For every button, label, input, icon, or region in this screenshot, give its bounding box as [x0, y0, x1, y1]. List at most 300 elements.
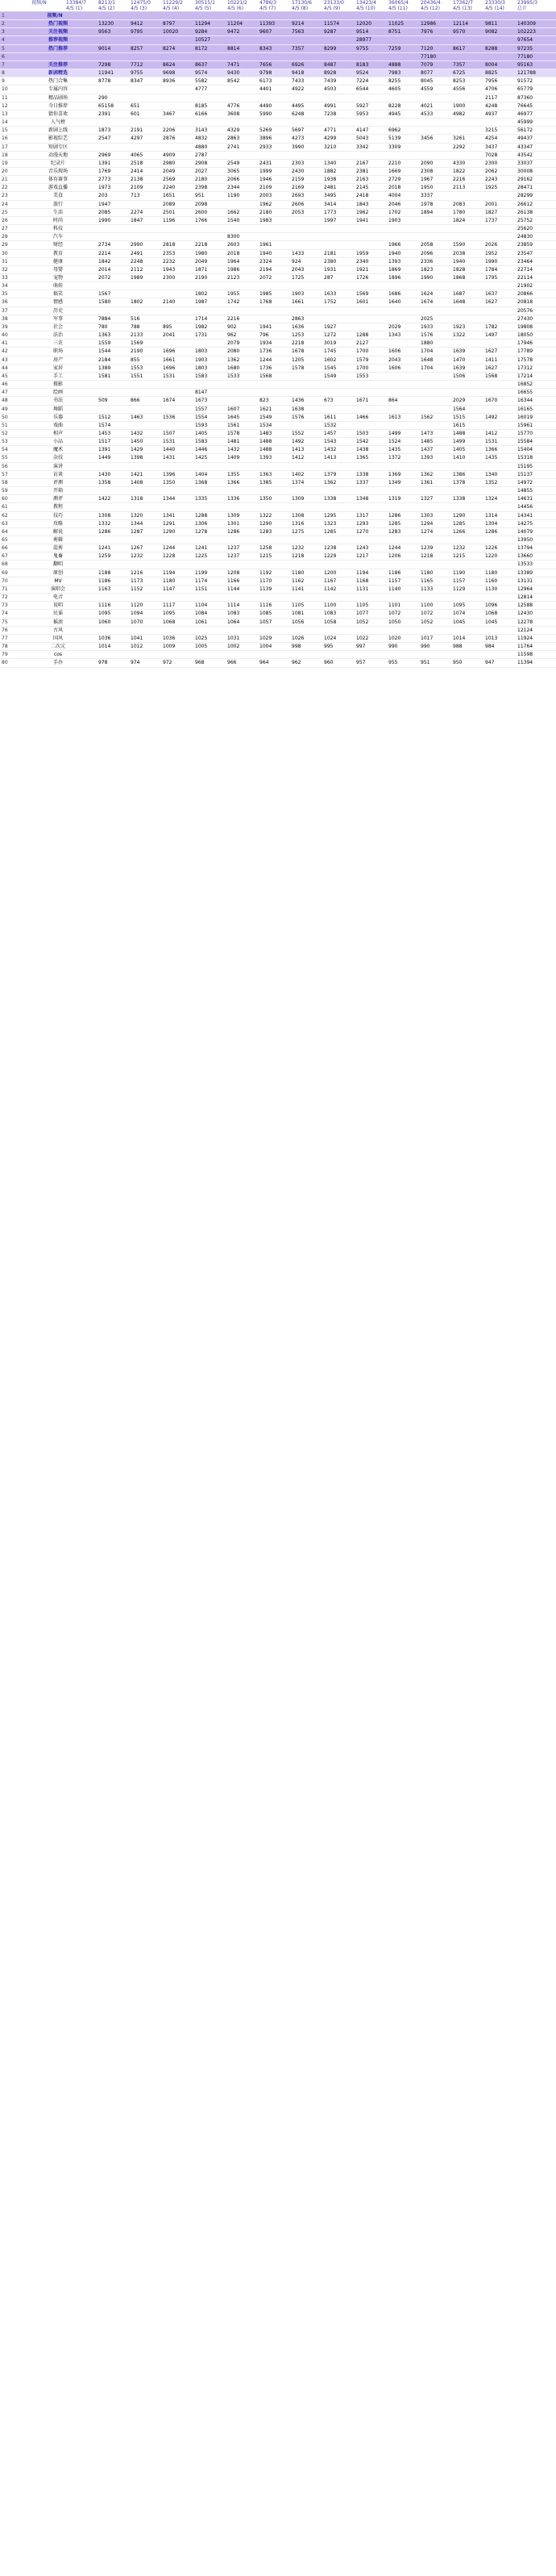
data-cell[interactable] [451, 389, 483, 396]
data-cell[interactable] [387, 340, 419, 347]
data-cell[interactable]: 1241 [195, 545, 208, 552]
data-cell[interactable] [226, 594, 258, 601]
data-cell[interactable]: 1568 [485, 373, 498, 379]
data-cell[interactable] [396, 12, 427, 19]
data-cell[interactable]: 12430 [517, 611, 533, 617]
data-cell[interactable] [355, 463, 387, 470]
data-cell[interactable] [387, 463, 419, 470]
data-cell[interactable] [129, 536, 161, 544]
data-cell[interactable]: 1283 [388, 528, 401, 535]
data-cell[interactable]: 1005 [195, 644, 208, 650]
data-cell[interactable] [483, 561, 516, 568]
data-cell[interactable]: 7259 [388, 45, 401, 52]
data-cell[interactable]: 14631 [517, 496, 533, 502]
data-cell[interactable]: 2216 [453, 177, 466, 183]
data-cell[interactable] [387, 389, 419, 396]
data-cell[interactable]: 1130 [485, 586, 498, 592]
data-cell[interactable]: 9412 [131, 21, 143, 27]
data-cell[interactable] [243, 12, 274, 19]
data-cell[interactable] [322, 94, 355, 102]
row-name-cell[interactable]: 手办 [52, 660, 63, 666]
data-cell[interactable]: 1293 [356, 520, 369, 527]
row-name-cell[interactable]: 乐器 [52, 414, 63, 420]
table-row[interactable] [0, 414, 556, 422]
data-cell[interactable]: 7956 [485, 78, 498, 85]
data-cell[interactable]: 7238 [324, 110, 337, 117]
data-cell[interactable] [355, 225, 387, 232]
table-row[interactable] [0, 61, 556, 69]
data-cell[interactable]: 1074 [453, 611, 466, 617]
data-cell[interactable]: 995 [324, 644, 334, 650]
data-cell[interactable]: 1081 [292, 611, 305, 617]
data-cell[interactable]: 1045 [485, 619, 498, 625]
data-cell[interactable]: 1116 [98, 602, 111, 609]
data-cell[interactable] [387, 225, 419, 232]
data-cell[interactable] [419, 487, 451, 494]
data-cell[interactable]: 1507 [163, 430, 176, 436]
data-cell[interactable]: 1348 [356, 496, 369, 502]
data-cell[interactable]: 2085 [98, 209, 111, 215]
data-cell[interactable]: 516 [131, 315, 140, 322]
data-cell[interactable] [518, 12, 556, 19]
data-cell[interactable]: 1422 [98, 496, 111, 502]
data-cell[interactable]: 9574 [195, 70, 208, 77]
data-cell[interactable]: 2163 [356, 177, 369, 183]
data-cell[interactable] [97, 561, 129, 568]
data-cell[interactable] [161, 282, 193, 290]
data-cell[interactable]: 2308 [421, 168, 434, 174]
data-cell[interactable] [161, 233, 193, 240]
data-cell[interactable]: 601 [131, 110, 140, 117]
data-cell[interactable]: 4559 [421, 86, 434, 93]
data-cell[interactable]: 1216 [131, 569, 143, 576]
data-cell[interactable]: 1425 [195, 455, 208, 461]
data-cell[interactable]: 1180 [163, 577, 176, 584]
data-cell[interactable]: 1673 [195, 398, 208, 404]
data-cell[interactable] [355, 487, 387, 494]
data-cell[interactable]: 1393 [388, 258, 401, 265]
data-cell[interactable] [193, 225, 226, 232]
data-cell[interactable]: 6248 [292, 110, 305, 117]
data-cell[interactable]: 1270 [356, 528, 369, 535]
data-cell[interactable]: 9472 [227, 29, 240, 35]
data-cell[interactable]: 1294 [421, 520, 434, 527]
data-cell[interactable] [290, 241, 322, 248]
data-cell[interactable] [193, 627, 226, 634]
data-cell[interactable]: 2414 [131, 168, 143, 174]
data-cell[interactable]: 957 [356, 660, 366, 666]
data-cell[interactable]: 2018 [227, 250, 240, 256]
data-cell[interactable]: 1952 [485, 250, 498, 256]
data-cell[interactable]: 13389 [517, 569, 533, 576]
data-cell[interactable]: 1503 [356, 430, 369, 436]
data-cell[interactable] [290, 627, 322, 634]
data-cell[interactable]: 1989 [131, 275, 143, 281]
data-cell[interactable]: 1232 [453, 545, 466, 552]
data-cell[interactable]: 8825 [485, 70, 498, 77]
data-cell[interactable] [451, 536, 483, 544]
data-cell[interactable]: 4297 [131, 135, 143, 142]
data-cell[interactable] [193, 503, 226, 511]
data-cell[interactable]: 1903 [388, 217, 401, 223]
data-cell[interactable]: 1368 [195, 479, 208, 486]
data-cell[interactable]: 140309 [517, 21, 536, 27]
data-cell[interactable]: 1309 [292, 496, 305, 502]
data-cell[interactable] [290, 594, 322, 601]
row-name-cell[interactable]: 测评 [52, 496, 63, 502]
data-cell[interactable]: 2300 [485, 160, 498, 166]
data-cell[interactable]: 4776 [227, 102, 240, 109]
data-cell[interactable]: 1232 [292, 545, 305, 552]
data-cell[interactable]: 823 [259, 398, 269, 404]
data-cell[interactable]: 1627 [485, 348, 498, 355]
data-cell[interactable]: 8274 [163, 45, 176, 52]
table-row[interactable] [0, 446, 556, 454]
data-cell[interactable]: 1579 [356, 356, 369, 363]
data-cell[interactable]: 1301 [227, 520, 240, 527]
data-cell[interactable]: 1726 [356, 275, 369, 281]
data-cell[interactable]: 988 [453, 644, 463, 650]
data-cell[interactable]: 1405 [453, 447, 466, 453]
data-cell[interactable] [419, 36, 451, 44]
data-cell[interactable] [451, 53, 483, 60]
data-cell[interactable] [193, 233, 226, 240]
data-cell[interactable]: 1842 [98, 258, 111, 265]
data-cell[interactable]: 3309 [388, 144, 401, 150]
data-cell[interactable]: 1564 [453, 406, 466, 412]
row-name-cell[interactable]: 推荐视频 [48, 37, 68, 44]
data-cell[interactable]: 15961 [517, 422, 533, 428]
data-cell[interactable]: 2127 [356, 340, 369, 347]
data-cell[interactable] [161, 561, 193, 568]
data-cell[interactable] [387, 381, 419, 388]
data-cell[interactable] [355, 561, 387, 568]
row-name-cell[interactable]: 鬼畜 [52, 553, 63, 560]
data-cell[interactable]: 966 [227, 660, 237, 666]
data-cell[interactable]: 12964 [517, 586, 533, 592]
data-cell[interactable]: 1533 [227, 373, 240, 379]
data-cell[interactable]: 1554 [195, 414, 208, 420]
data-cell[interactable] [129, 53, 161, 60]
data-cell[interactable]: 1540 [227, 217, 240, 223]
data-cell[interactable]: 97654 [517, 37, 533, 44]
data-cell[interactable]: 4909 [163, 152, 176, 158]
data-cell[interactable] [419, 561, 451, 568]
data-cell[interactable] [387, 487, 419, 494]
data-cell[interactable]: 1290 [259, 520, 272, 527]
data-cell[interactable]: 1024 [324, 635, 337, 641]
data-cell[interactable] [451, 36, 483, 44]
data-cell[interactable]: 8183 [356, 61, 369, 68]
data-cell[interactable]: 1432 [227, 447, 240, 453]
data-cell[interactable]: 2569 [163, 177, 176, 183]
table-row[interactable] [0, 176, 556, 184]
data-cell[interactable] [226, 463, 258, 470]
data-cell[interactable] [451, 307, 483, 315]
data-cell[interactable]: 1352 [485, 479, 498, 486]
data-cell[interactable]: 2600 [195, 209, 208, 215]
data-cell[interactable]: 1095 [163, 611, 176, 617]
table-row[interactable] [0, 298, 556, 306]
data-cell[interactable]: 1562 [421, 414, 434, 420]
data-cell[interactable]: 1166 [227, 577, 240, 584]
data-cell[interactable] [97, 536, 129, 544]
data-cell[interactable]: 1217 [356, 553, 369, 560]
data-cell[interactable] [97, 144, 129, 151]
data-cell[interactable]: 1229 [324, 553, 337, 560]
data-cell[interactable] [129, 406, 161, 413]
data-cell[interactable] [387, 627, 419, 634]
row-name-cell[interactable]: 魔术 [52, 447, 63, 453]
data-cell[interactable]: 1437 [421, 447, 434, 453]
data-cell[interactable]: 864 [388, 398, 398, 404]
data-cell[interactable]: 1687 [453, 291, 466, 298]
data-cell[interactable]: 3342 [356, 144, 369, 150]
data-cell[interactable]: 4065 [131, 152, 143, 158]
data-cell[interactable]: 1766 [195, 217, 208, 223]
data-cell[interactable]: 2159 [292, 177, 305, 183]
row-name-cell[interactable]: 古风 [52, 627, 63, 633]
data-cell[interactable]: 1549 [324, 373, 337, 379]
data-cell[interactable] [322, 282, 355, 290]
data-cell[interactable] [161, 406, 193, 413]
data-cell[interactable]: 1374 [292, 479, 305, 486]
data-cell[interactable]: 11204 [227, 21, 243, 27]
data-cell[interactable]: 1725 [292, 275, 305, 281]
table-row[interactable] [0, 544, 556, 552]
data-cell[interactable]: 1350 [259, 496, 272, 502]
data-cell[interactable]: 1557 [195, 406, 208, 412]
column-header[interactable] [355, 0, 387, 11]
data-cell[interactable] [129, 119, 161, 126]
column-header[interactable] [226, 0, 258, 11]
data-cell[interactable]: 1638 [292, 406, 305, 412]
data-cell[interactable]: 2109 [259, 185, 272, 191]
data-cell[interactable]: 3215 [485, 127, 498, 134]
data-cell[interactable]: 1174 [195, 577, 208, 584]
data-cell[interactable]: 2248 [131, 258, 143, 265]
data-cell[interactable]: 1084 [195, 611, 208, 617]
data-cell[interactable]: 2381 [356, 168, 369, 174]
data-cell[interactable]: 1036 [163, 635, 176, 641]
data-cell[interactable]: 2980 [163, 160, 176, 166]
data-cell[interactable] [97, 651, 129, 658]
data-cell[interactable] [290, 503, 322, 511]
data-cell[interactable]: 1449 [98, 455, 111, 461]
data-cell[interactable]: 1061 [195, 619, 208, 625]
data-cell[interactable]: 1386 [453, 471, 466, 477]
data-cell[interactable]: 1290 [163, 528, 176, 535]
data-cell[interactable] [161, 389, 193, 396]
data-cell[interactable]: 1335 [195, 496, 208, 502]
data-cell[interactable]: 19808 [517, 323, 533, 330]
data-cell[interactable]: 6926 [292, 61, 305, 68]
data-cell[interactable]: 2391 [98, 110, 111, 117]
data-cell[interactable]: 2080 [227, 348, 240, 355]
data-cell[interactable]: 4021 [421, 102, 434, 109]
data-cell[interactable] [129, 233, 161, 240]
data-cell[interactable] [129, 225, 161, 232]
data-cell[interactable]: 1129 [453, 586, 466, 592]
data-cell[interactable]: 14972 [517, 479, 533, 486]
data-cell[interactable]: 1999 [259, 168, 272, 174]
data-cell[interactable] [97, 463, 129, 470]
data-cell[interactable] [290, 422, 322, 429]
data-cell[interactable]: 972 [163, 660, 172, 666]
table-row[interactable] [0, 356, 556, 365]
data-cell[interactable] [97, 282, 129, 290]
data-cell[interactable]: 1662 [227, 209, 240, 215]
data-cell[interactable]: 1847 [131, 217, 143, 223]
data-cell[interactable]: 1070 [131, 619, 143, 625]
data-cell[interactable]: 3065 [227, 168, 240, 174]
data-cell[interactable]: 3414 [324, 201, 337, 207]
data-cell[interactable]: 1601 [356, 299, 369, 306]
data-cell[interactable] [387, 536, 419, 544]
data-cell[interactable] [129, 561, 161, 568]
row-name-cell[interactable]: 音乐现场 [48, 168, 68, 174]
data-cell[interactable] [451, 233, 483, 240]
data-cell[interactable]: 1022 [356, 635, 369, 641]
data-cell[interactable]: 1180 [292, 569, 305, 576]
data-cell[interactable]: 1473 [421, 430, 434, 436]
data-cell[interactable]: 1578 [227, 430, 240, 436]
data-cell[interactable]: 990 [388, 644, 398, 650]
data-cell[interactable]: 7079 [421, 61, 434, 68]
data-cell[interactable] [483, 307, 516, 315]
data-cell[interactable]: 2210 [388, 160, 401, 166]
data-cell[interactable]: 2190 [195, 275, 208, 281]
data-cell[interactable]: 2194 [259, 266, 272, 273]
data-cell[interactable]: 1421 [131, 471, 143, 477]
column-header[interactable] [387, 0, 419, 11]
data-cell[interactable] [387, 594, 419, 601]
data-cell[interactable]: 8255 [388, 78, 401, 85]
data-cell[interactable]: 2340 [356, 258, 369, 265]
data-cell[interactable] [214, 12, 244, 19]
data-cell[interactable]: 1576 [292, 414, 305, 420]
data-cell[interactable] [355, 627, 387, 634]
data-cell[interactable]: 1402 [292, 471, 305, 477]
data-cell[interactable]: 3437 [485, 144, 498, 150]
data-cell[interactable]: 29162 [517, 177, 533, 183]
data-cell[interactable]: 651 [131, 102, 140, 109]
data-cell[interactable]: 1286 [485, 528, 498, 535]
data-cell[interactable]: 2606 [292, 201, 305, 207]
data-cell[interactable]: 9418 [292, 70, 305, 77]
data-cell[interactable]: 1678 [292, 348, 305, 355]
data-cell[interactable]: 1140 [388, 586, 401, 592]
data-cell[interactable]: 1190 [453, 569, 466, 576]
data-cell[interactable]: 12278 [517, 619, 533, 625]
data-cell[interactable] [322, 315, 355, 323]
data-cell[interactable] [483, 487, 516, 494]
data-cell[interactable]: 1488 [453, 430, 466, 436]
data-cell[interactable]: 7712 [131, 61, 143, 68]
data-cell[interactable] [226, 561, 258, 568]
data-cell[interactable]: 2167 [356, 160, 369, 166]
data-cell[interactable] [483, 594, 516, 601]
data-cell[interactable] [483, 406, 516, 413]
data-cell[interactable]: 1194 [163, 569, 176, 576]
data-cell[interactable]: 1780 [453, 209, 466, 215]
data-cell[interactable]: 121788 [517, 70, 536, 77]
data-cell[interactable]: 1843 [356, 201, 369, 207]
table-row[interactable] [0, 12, 556, 20]
data-cell[interactable]: 1200 [324, 569, 337, 576]
column-header[interactable] [129, 0, 161, 11]
data-cell[interactable]: 4254 [485, 135, 498, 142]
data-cell[interactable] [387, 152, 419, 159]
data-cell[interactable]: 1163 [98, 586, 111, 592]
data-cell[interactable] [258, 487, 290, 494]
data-cell[interactable]: 1583 [195, 373, 208, 379]
data-cell[interactable]: 1272 [324, 332, 337, 339]
table-row[interactable] [0, 110, 556, 119]
data-cell[interactable]: 5990 [259, 110, 272, 117]
data-cell[interactable]: 1151 [195, 586, 208, 592]
data-cell[interactable]: 2053 [292, 209, 305, 215]
data-cell[interactable] [483, 36, 516, 44]
data-cell[interactable] [322, 307, 355, 315]
data-cell[interactable] [161, 340, 193, 347]
data-cell[interactable]: 7298 [98, 61, 111, 68]
data-cell[interactable]: 17578 [517, 356, 533, 363]
data-cell[interactable] [419, 397, 451, 404]
data-cell[interactable]: 2380 [324, 258, 337, 265]
data-cell[interactable] [419, 152, 451, 159]
data-cell[interactable] [387, 94, 419, 102]
data-cell[interactable]: 1020 [388, 635, 401, 641]
data-cell[interactable]: 1267 [131, 545, 143, 552]
data-cell[interactable] [322, 627, 355, 634]
data-cell[interactable] [97, 36, 129, 44]
row-name-cell[interactable]: 教程 [52, 504, 63, 511]
data-cell[interactable] [161, 594, 193, 601]
data-cell[interactable] [387, 53, 419, 60]
data-cell[interactable]: 2292 [453, 144, 466, 150]
data-cell[interactable] [451, 503, 483, 511]
data-cell[interactable]: 1967 [421, 177, 434, 183]
row-name-cell[interactable]: 关注视频 [48, 29, 68, 35]
data-cell[interactable]: 1552 [292, 430, 305, 436]
data-cell[interactable]: 1308 [98, 512, 111, 519]
row-name-cell[interactable]: 母婴 [52, 266, 63, 273]
data-cell[interactable]: 1336 [227, 496, 240, 502]
data-cell[interactable]: 4777 [195, 86, 208, 93]
data-cell[interactable]: 1671 [356, 398, 369, 404]
data-cell[interactable] [355, 536, 387, 544]
data-cell[interactable]: 16019 [517, 414, 533, 420]
table-row[interactable] [0, 397, 556, 405]
data-cell[interactable]: 30008 [517, 168, 533, 174]
data-cell[interactable] [290, 389, 322, 396]
data-cell[interactable] [258, 152, 290, 159]
data-cell[interactable] [451, 192, 483, 199]
data-cell[interactable]: 1700 [356, 365, 369, 371]
data-cell[interactable]: 2001 [485, 201, 498, 207]
data-cell[interactable]: 1275 [292, 528, 305, 535]
table-row[interactable] [0, 503, 556, 511]
row-name-cell[interactable]: 视频/N [47, 13, 63, 19]
data-cell[interactable]: 24830 [517, 234, 533, 240]
data-cell[interactable]: 33037 [517, 160, 533, 166]
data-cell[interactable]: 8257 [131, 45, 143, 52]
data-cell[interactable] [193, 536, 226, 544]
data-cell[interactable]: 290 [98, 94, 108, 101]
table-row[interactable] [0, 127, 556, 135]
data-cell[interactable] [366, 12, 396, 19]
